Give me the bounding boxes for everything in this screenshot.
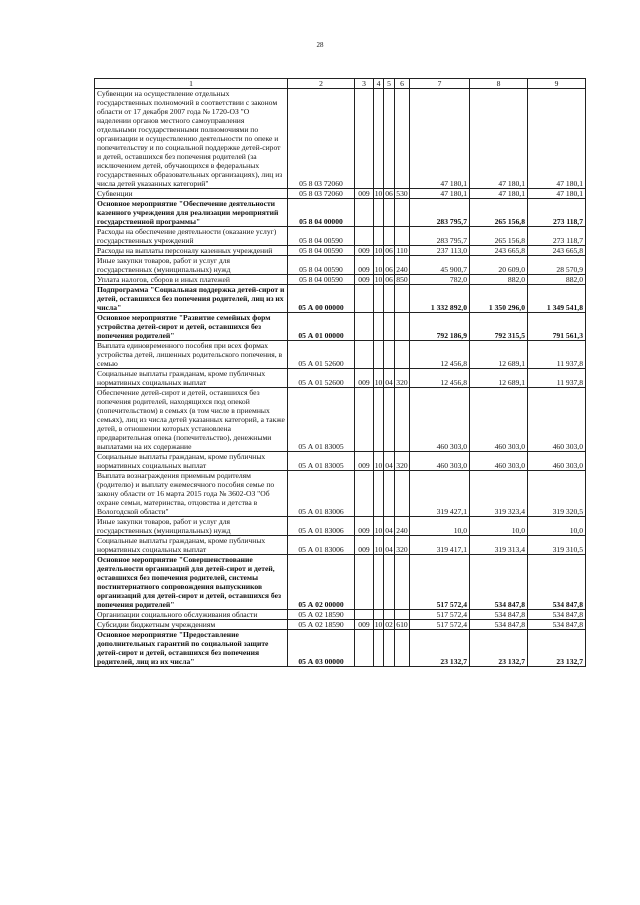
row-section-cell [374, 555, 384, 610]
row-amount-2-cell: 265 156,8 [470, 227, 528, 246]
row-subsection-cell [384, 388, 395, 452]
row-amount-2-cell: 1 350 296,0 [470, 285, 528, 313]
row-subsection-cell: 06 [385, 275, 393, 284]
row-type-cell [395, 630, 410, 667]
table-row [95, 388, 586, 452]
row-amount-3-cell: 791 561,3 [528, 313, 586, 341]
row-amount-3-cell: 273 118,7 [528, 199, 586, 227]
row-type-cell: 240 [395, 517, 410, 536]
row-amount-2-cell: 47 180,1 [470, 189, 528, 199]
row-subsection-cell: 06 [385, 246, 393, 255]
row-amount-2-cell: 12 689,1 [470, 369, 528, 388]
row-name-cell: Выплата вознаграждения приемным родителям (родителю) и выплату ежемесячного пособия семье по закону области от 16 марта 2015 года № 3602-ОЗ "Об охране семьи, материнства, отцовства и детства в Вологодской области" [95, 471, 288, 517]
row-section-cell: 10 [374, 275, 383, 284]
row-amount-1-cell: 47 180,1 [410, 189, 470, 199]
row-type-cell [395, 313, 410, 341]
row-section-cell [374, 388, 384, 452]
row-subsection-cell [384, 285, 395, 313]
row-amount-1-cell: 10,0 [410, 517, 470, 536]
row-amount-2-cell: 20 609,0 [470, 256, 528, 275]
row-type-cell: 320 [395, 536, 410, 555]
row-section-cell [374, 199, 384, 227]
row-amount-3-cell: 10,0 [528, 517, 586, 536]
row-subsection-cell: 04 [384, 536, 395, 555]
row-section-cell [374, 227, 384, 246]
row-section-cell: 10 [374, 189, 383, 198]
row-ministry-cell [355, 341, 374, 369]
row-ministry-cell: 009 [355, 536, 374, 555]
row-ministry-cell: 009 [355, 256, 374, 275]
row-amount-3-cell: 534 847,8 [528, 620, 586, 630]
row-amount-2-cell: 882,0 [470, 275, 528, 285]
row-code-cell: 05 8 03 72060 [288, 189, 355, 199]
row-name-cell: Основное мероприятие "Предоставление дополнительных гарантий по социальной защите детей-сирот и детей, оставшихся без попечения родителей, лиц из их числа" [95, 630, 288, 667]
row-name-cell: Расходы на обеспечение деятельности (оказание услуг) государственных учреждений [95, 227, 288, 246]
row-amount-1-cell: 12 456,8 [410, 341, 470, 369]
row-amount-1-cell: 460 303,0 [410, 452, 470, 471]
row-amount-3-cell: 460 303,0 [528, 452, 586, 471]
table-row [95, 555, 586, 610]
row-type-cell [395, 610, 410, 620]
row-amount-3-cell: 460 303,0 [528, 388, 586, 452]
row-amount-1-cell: 792 186,9 [410, 313, 470, 341]
row-subsection-cell: 04 [384, 369, 395, 388]
row-ministry-cell [355, 89, 374, 189]
row-subsection-cell: 06 [384, 256, 395, 275]
row-subsection-cell: 02 [385, 620, 393, 629]
header-cell: 7 [410, 79, 470, 89]
row-amount-2-cell: 265 156,8 [470, 199, 528, 227]
row-amount-2-cell: 47 180,1 [470, 89, 528, 189]
table-row [95, 620, 586, 630]
row-section-cell [374, 610, 384, 620]
row-name-cell: Обеспечение детей-сирот и детей, оставшихся без попечения родителей, находящихся под опекой (попечительством) в семьях (в том числе в приемных семьях), лиц из числа детей указанных категорий, а также детей, в отношении которых установлена предварительная опека (попечительство), денежными выплатами на их содержание [95, 388, 288, 452]
table-row [95, 341, 586, 369]
row-amount-3-cell: 23 132,7 [528, 630, 586, 667]
row-code-cell: 05 А 02 18590 [288, 610, 355, 620]
row-amount-3-cell: 47 180,1 [528, 89, 586, 189]
row-subsection-cell [384, 89, 395, 189]
row-amount-3-cell: 534 847,8 [528, 555, 586, 610]
row-amount-2-cell: 460 303,0 [470, 452, 528, 471]
row-type-cell [395, 471, 410, 517]
row-type-cell [395, 388, 410, 452]
row-amount-1-cell: 1 332 892,0 [410, 285, 470, 313]
row-amount-2-cell: 534 847,8 [470, 555, 528, 610]
row-ministry-cell [355, 471, 374, 517]
row-ministry-cell [355, 227, 374, 246]
row-code-cell: 05 А 01 00000 [288, 313, 355, 341]
row-code-cell: 05 8 03 72060 [288, 89, 355, 189]
row-section-cell: 10 [374, 536, 384, 555]
row-subsection-cell [384, 227, 395, 246]
row-section-cell [374, 89, 384, 189]
table-row [95, 227, 586, 246]
row-name-cell: Социальные выплаты гражданам, кроме публичных нормативных социальных выплат [95, 369, 288, 388]
row-amount-3-cell: 882,0 [528, 275, 586, 285]
row-code-cell: 05 8 04 00590 [288, 227, 355, 246]
row-subsection-cell [384, 199, 395, 227]
header-cell: 2 [288, 79, 355, 89]
table-row [95, 199, 586, 227]
header-cell: 5 [384, 79, 395, 89]
row-code-cell: 05 А 01 83006 [288, 536, 355, 555]
row-type-cell [395, 227, 410, 246]
row-amount-2-cell: 319 313,4 [470, 536, 528, 555]
row-amount-1-cell: 283 795,7 [410, 227, 470, 246]
row-name-cell: Основное мероприятие "Совершенствование деятельности организаций для детей-сирот и детей, оставшихся без попечения родителей, системы постинтернатного сопровождения выпускников организаций для детей-сирот и детей, оставшихся без попечения родителей" [95, 555, 288, 610]
row-type-cell [395, 341, 410, 369]
row-amount-3-cell: 11 937,8 [528, 341, 586, 369]
row-code-cell: 05 А 03 00000 [288, 630, 355, 667]
row-subsection-cell: 04 [384, 517, 395, 536]
row-name-cell: Основное мероприятие "Развитие семейных форм устройства детей-сирот и детей, оставшихся без попечения родителей" [95, 313, 288, 341]
row-code-cell: 05 А 02 18590 [288, 620, 355, 630]
row-ministry-cell [355, 388, 374, 452]
row-amount-2-cell: 319 323,4 [470, 471, 528, 517]
table-body [95, 89, 586, 667]
row-code-cell: 05 8 04 00590 [288, 275, 355, 285]
row-section-cell: 10 [374, 452, 384, 471]
header-cell: 6 [395, 79, 410, 89]
row-ministry-cell: 009 [355, 369, 374, 388]
row-amount-1-cell: 319 417,1 [410, 536, 470, 555]
row-type-cell [395, 89, 410, 189]
table-row [95, 452, 586, 471]
row-type-cell: 850 [396, 275, 408, 284]
row-ministry-cell: 009 [355, 275, 374, 285]
row-code-cell: 05 8 04 00000 [288, 199, 355, 227]
row-type-cell [395, 199, 410, 227]
row-subsection-cell: 04 [384, 452, 395, 471]
header-cell: 1 [95, 79, 288, 89]
row-type-cell: 530 [396, 189, 408, 198]
row-subsection-cell [384, 555, 395, 610]
row-name-cell: Социальные выплаты гражданам, кроме публичных нормативных социальных выплат [95, 452, 288, 471]
row-ministry-cell: 009 [355, 246, 374, 256]
row-code-cell: 05 А 00 00000 [288, 285, 355, 313]
row-section-cell: 10 [374, 517, 384, 536]
table-row [95, 471, 586, 517]
table-row [95, 610, 586, 620]
row-code-cell: 05 А 01 83005 [288, 388, 355, 452]
row-ministry-cell: 009 [355, 452, 374, 471]
table-row [95, 275, 586, 285]
row-name-cell: Организации социального обслуживания области [95, 610, 288, 620]
row-type-cell: 320 [395, 369, 410, 388]
header-cell: 4 [374, 79, 384, 89]
row-section-cell [374, 471, 384, 517]
row-type-cell: 320 [395, 452, 410, 471]
row-amount-2-cell: 10,0 [470, 517, 528, 536]
table-row [95, 246, 586, 256]
row-name-cell: Выплата единовременного пособия при всех формах устройства детей, лишенных родительского попечения, в семью [95, 341, 288, 369]
table-row [95, 630, 586, 667]
row-section-cell [374, 341, 384, 369]
row-amount-1-cell: 12 456,8 [410, 369, 470, 388]
row-code-cell: 05 А 02 00000 [288, 555, 355, 610]
row-ministry-cell [355, 313, 374, 341]
table-row [95, 285, 586, 313]
row-subsection-cell [384, 313, 395, 341]
row-amount-1-cell: 782,0 [410, 275, 470, 285]
row-section-cell [374, 285, 384, 313]
row-name-cell: Уплата налогов, сборов и иных платежей [95, 275, 288, 285]
row-amount-2-cell: 534 847,8 [470, 620, 528, 630]
row-amount-3-cell: 47 180,1 [528, 189, 586, 199]
row-code-cell: 05 А 01 52600 [288, 369, 355, 388]
header-cell: 8 [470, 79, 528, 89]
page-number: 28 [316, 41, 324, 49]
row-amount-2-cell: 460 303,0 [470, 388, 528, 452]
row-amount-2-cell: 12 689,1 [470, 341, 528, 369]
row-ministry-cell [355, 199, 374, 227]
row-code-cell: 05 8 04 00590 [288, 256, 355, 275]
row-type-cell [395, 555, 410, 610]
table-row [95, 517, 586, 536]
table-row [95, 189, 586, 199]
row-type-cell: 110 [396, 246, 408, 255]
row-name-cell: Расходы на выплаты персоналу казенных учреждений [95, 246, 288, 256]
row-type-cell: 240 [395, 256, 410, 275]
row-amount-3-cell: 534 847,8 [528, 610, 586, 620]
row-section-cell [374, 313, 384, 341]
row-amount-3-cell: 243 665,8 [528, 246, 586, 256]
table-row [95, 256, 586, 275]
budget-table [94, 78, 586, 667]
header-cell: 3 [355, 79, 374, 89]
row-name-cell: Субсидии бюджетным учреждениям [95, 620, 288, 630]
row-code-cell: 05 8 04 00590 [288, 246, 355, 256]
row-amount-2-cell: 23 132,7 [470, 630, 528, 667]
row-code-cell: 05 А 01 83006 [288, 471, 355, 517]
row-code-cell: 05 А 01 83006 [288, 517, 355, 536]
table-row [95, 313, 586, 341]
row-name-cell: Субвенции на осуществление отдельных государственных полномочий в соответствии с законом области от 17 декабря 2007 года № 1720-ОЗ "О наделении органов местного самоуправления отдельными государственными полномочиями по организации и осуществлению деятельности по опеке и попечительству и по социальной поддержке детей-сирот и детей, оставшихся без попечения родителей (за исключением детей, обучающихся в федеральных государственных образовательных организациях), лиц из числа детей указанных категорий" [95, 89, 288, 189]
row-ministry-cell: 009 [355, 517, 374, 536]
row-subsection-cell [384, 610, 395, 620]
row-ministry-cell: 009 [355, 189, 374, 199]
row-section-cell [374, 630, 384, 667]
row-amount-3-cell: 11 937,8 [528, 369, 586, 388]
row-amount-2-cell: 534 847,8 [470, 610, 528, 620]
row-amount-2-cell: 243 665,8 [470, 246, 528, 256]
row-amount-1-cell: 45 900,7 [410, 256, 470, 275]
row-ministry-cell [355, 555, 374, 610]
row-amount-1-cell: 517 572,4 [410, 620, 470, 630]
row-ministry-cell [355, 630, 374, 667]
row-amount-3-cell: 1 349 541,8 [528, 285, 586, 313]
row-amount-3-cell: 273 118,7 [528, 227, 586, 246]
row-code-cell: 05 А 01 83005 [288, 452, 355, 471]
row-ministry-cell [355, 285, 374, 313]
row-subsection-cell: 06 [385, 189, 393, 198]
row-name-cell: Социальные выплаты гражданам, кроме публичных нормативных социальных выплат [95, 536, 288, 555]
table-row [95, 536, 586, 555]
row-subsection-cell [384, 471, 395, 517]
row-section-cell: 10 [374, 256, 384, 275]
row-amount-1-cell: 47 180,1 [410, 89, 470, 189]
row-type-cell: 610 [396, 620, 408, 629]
header-cell: 9 [528, 79, 586, 89]
row-amount-1-cell: 23 132,7 [410, 630, 470, 667]
row-amount-1-cell: 319 427,1 [410, 471, 470, 517]
row-name-cell: Основное мероприятие "Обеспечение деятельности казенного учреждения для реализации мероприятий государственной программы" [95, 199, 288, 227]
row-section-cell: 10 [374, 246, 383, 255]
row-amount-1-cell: 517 572,4 [410, 555, 470, 610]
row-name-cell: Иные закупки товаров, работ и услуг для государственных (муниципальных) нужд [95, 256, 288, 275]
row-amount-1-cell: 517 572,4 [410, 610, 470, 620]
row-ministry-cell [355, 610, 374, 620]
row-amount-1-cell: 460 303,0 [410, 388, 470, 452]
row-section-cell: 10 [374, 369, 384, 388]
table-header-row [95, 79, 586, 89]
row-code-cell: 05 А 01 52600 [288, 341, 355, 369]
row-amount-1-cell: 283 795,7 [410, 199, 470, 227]
row-type-cell [395, 285, 410, 313]
row-amount-3-cell: 319 310,5 [528, 536, 586, 555]
row-subsection-cell [384, 341, 395, 369]
row-amount-3-cell: 319 320,5 [528, 471, 586, 517]
row-amount-1-cell: 237 113,0 [410, 246, 470, 256]
row-name-cell: Иные закупки товаров, работ и услуг для государственных (муниципальных) нужд [95, 517, 288, 536]
row-section-cell: 10 [374, 620, 383, 629]
row-name-cell: Подпрограмма "Социальная поддержка детей-сирот и детей, оставшихся без попечения родителей, лиц из их числа" [95, 285, 288, 313]
row-ministry-cell: 009 [355, 620, 374, 630]
row-subsection-cell [384, 630, 395, 667]
row-name-cell: Субвенции [95, 189, 288, 199]
table-row [95, 369, 586, 388]
table-row [95, 89, 586, 189]
row-amount-2-cell: 792 315,5 [470, 313, 528, 341]
row-amount-3-cell: 28 570,9 [528, 256, 586, 275]
